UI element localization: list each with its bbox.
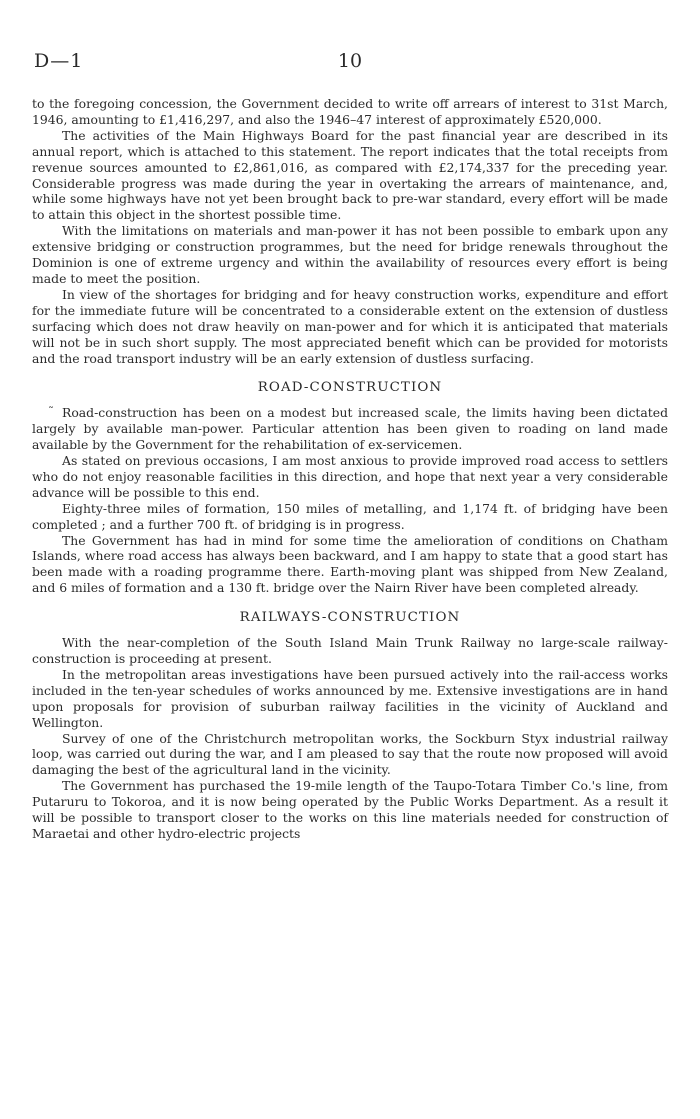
paragraph-text: Road-construction has been on a modest but increased scale, the limits having been dictated largely by available man-power. Particular attention has been given to roading on land made available by the Government for the rehabilitation of ex-servicemen.: [32, 405, 668, 453]
paragraph: to the foregoing concession, the Government decided to write off arrears of interest to 31st March, 1946, amounting to £1,416,297, and also the 1946–47 interest of approximately £520,000.: [32, 96, 668, 127]
section-heading-road-construction: ROAD-CONSTRUCTION: [257, 380, 443, 396]
paragraph: In the metropolitan areas investigations have been pursued actively into the rail-access works included in the ten-year schedules of works announced by me. Extensive investigations are in hand upon proposals for provision of suburban railway facilities in the vicinity of Auckland and Wellington.: [32, 666, 668, 730]
paragraph: The Government has purchased the 19-mile length of the Taupo-Totara Timber Co.'s line, from Putaruru to Tokoroa, and it is now being operated by the Public Works Department. As a result it will be possible to transport closer to the works on this line materials needed for construction of Maraetai and other hydro-electric projects: [32, 778, 668, 841]
paragraph: With the near-completion of the South Island Main Trunk Railway no large-scale railway-construction is proceeding at present.: [32, 635, 668, 666]
paragraph: Survey of one of the Christchurch metropolitan works, the Sockburn Styx industrial railway loop, was carried out during the war, and I am pleased to say that the route now proposed will avoid damaging the best of the agricultural land in the vicinity.: [32, 730, 668, 778]
paragraph: The activities of the Main Highways Board for the past financial year are described in its annual report, which is attached to this statement. The report indicates that the total receipts from revenue sources amounted to £2,861,016, as compared with £2,174,337 for the preceding year. Considerable progress was made during the year in overtaking the arrears of maintenance, and, while some highways have not yet been brought back to pre-war standard, every effort will be made to attain this object in the shortest possible time.: [32, 127, 668, 223]
paragraph: With the limitations on materials and man-power it has not been possible to embark upon any extensive bridging or construction programmes, but the need for bridge renewals throughout the Dominion is one of extreme urgency and within the availability of resources every effort is being made to meet the position.: [32, 223, 668, 286]
paragraph: [32, 405, 668, 453]
paragraph: Eighty-three miles of formation, 150 miles of metalling, and 1,174 ft. of bridging have been completed ; and a further 700 ft. of bridging is in progress.: [32, 500, 668, 532]
paragraph: As stated on previous occasions, I am most anxious to provide improved road access to settlers who do not enjoy reasonable facilities in this direction, and hope that next year a very considerable advance will be possible to this end.: [32, 453, 668, 500]
page-number: 10: [337, 50, 363, 72]
section-heading-railways-construction: RAILWAYS-CONSTRUCTION: [239, 610, 461, 626]
paragraph: The Government has had in mind for some time the amelioration of conditions on Chatham Islands, where road access has always been backward, and I am happy to state that a good start has been made with a roading programme there. Earth-moving plant was shipped from New Zealand, and 6 miles of formation and a 130 ft. bridge over the Nairn River have been completed already.: [32, 532, 668, 596]
body-text: [32, 96, 668, 842]
paragraph: In view of the shortages for bridging and for heavy construction works, expenditure and effort for the immediate future will be concentrated to a considerable extent on the extension of dustless surfacing which does not draw heavily on man-power and for which it is anticipated that materials will not be in such short supply. The most appreciated benefit which can be provided for motorists and the road transport industry will be an early extension of dustless surfacing.: [32, 286, 668, 366]
margin-mark: ˜: [48, 405, 54, 420]
document-code: D—1: [34, 50, 84, 72]
